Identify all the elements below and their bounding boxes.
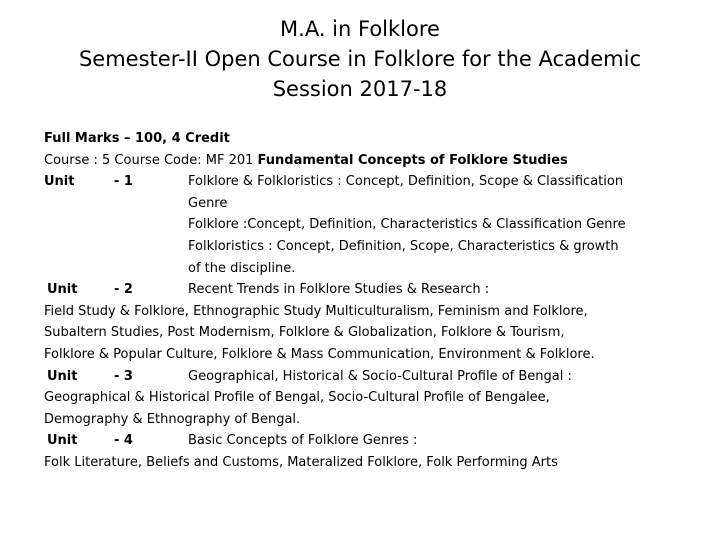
unit-number: - 3	[114, 368, 133, 384]
title-line-2: Semester-II Open Course in Folklore for the Academic	[78, 47, 642, 71]
unit-1-detail: of the discipline.	[188, 260, 296, 276]
unit-1-heading	[44, 171, 694, 193]
title-line-1: M.A. in Folklore	[280, 17, 440, 41]
unit-1-detail: Genre	[188, 195, 228, 211]
unit-4-detail: Folk Literature, Beliefs and Customs, Materalized Folklore, Folk Performing Arts	[44, 454, 558, 470]
unit-title: Basic Concepts of Folklore Genres :	[188, 433, 418, 449]
unit-3-detail: Geographical & Historical Profile of Bengal, Socio-Cultural Profile of Bengalee,	[44, 390, 550, 406]
unit-title: Folklore & Folkloristics : Concept, Definition, Scope & Classification	[188, 174, 624, 190]
course-name: Fundamental Concepts of Folklore Studies	[257, 152, 568, 168]
course-code-text: Course : 5 Course Code: MF 201	[44, 152, 258, 168]
unit-label: Unit	[44, 174, 75, 190]
unit-label: Unit	[47, 368, 78, 384]
unit-3-detail: Demography & Ethnography of Bengal.	[44, 411, 301, 427]
unit-2-heading	[44, 279, 694, 301]
syllabus-body	[44, 128, 694, 474]
unit-label: Unit	[47, 433, 78, 449]
unit-number: - 1	[114, 174, 133, 190]
course-line	[44, 150, 694, 172]
unit-1-detail: Folkloristics : Concept, Definition, Scope, Characteristics & growth	[188, 238, 619, 254]
unit-1-detail: Folklore :Concept, Definition, Characteristics & Classification Genre	[188, 217, 626, 233]
unit-2-detail: Folklore & Popular Culture, Folklore & Mass Communication, Environment & Folklore.	[44, 346, 595, 362]
unit-number: - 4	[114, 433, 133, 449]
marks-line: Full Marks – 100, 4 Credit	[44, 131, 230, 146]
unit-4-heading	[44, 430, 694, 452]
unit-3-heading	[44, 366, 694, 388]
unit-title: Recent Trends in Folklore Studies & Research :	[188, 282, 490, 298]
unit-label: Unit	[47, 282, 78, 298]
unit-title: Geographical, Historical & Socio-Cultural Profile of Bengal :	[188, 368, 572, 384]
unit-2-detail: Subaltern Studies, Post Modernism, Folklore & Globalization, Folklore & Tourism,	[44, 325, 565, 341]
document-title	[0, 14, 720, 104]
unit-number: - 2	[114, 282, 133, 298]
unit-2-detail: Field Study & Folklore, Ethnographic Study Multiculturalism, Feminism and Folklore,	[44, 303, 588, 319]
title-line-3: Session 2017-18	[272, 77, 448, 101]
